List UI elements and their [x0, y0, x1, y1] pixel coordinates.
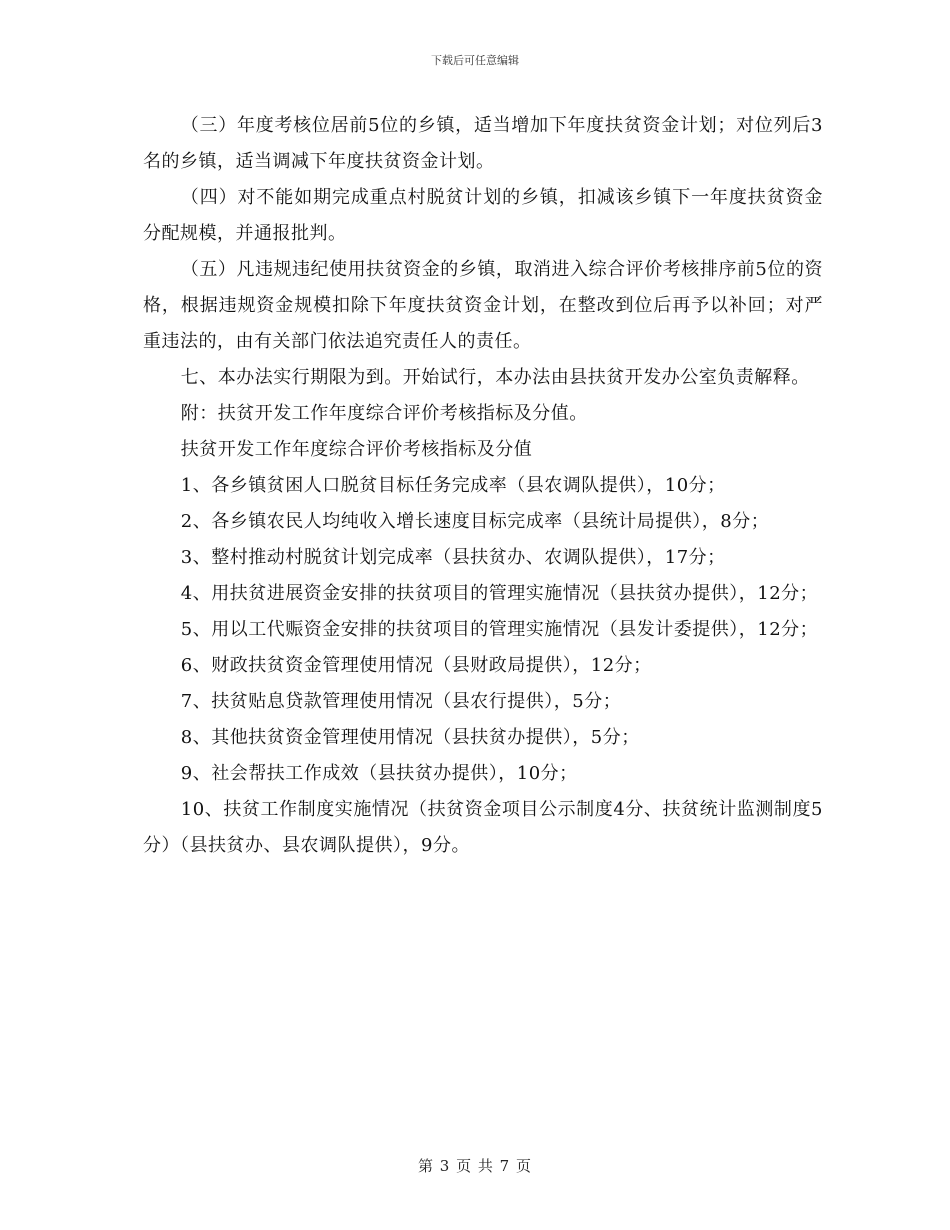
indicator-item-7: 7、扶贫贴息贷款管理使用情况（县农行提供），5分； — [180, 691, 622, 712]
indicator-item-10: 10、扶贫工作制度实施情况（扶贫资金项目公示制度4分、扶贫统计监测制度5分）（县扶贫办、县农调队提供），9分。 — [143, 799, 823, 856]
paragraph-3: （三）年度考核位居前5位的乡镇，适当增加下年度扶贫资金计划；对位列后3名的乡镇，适当调减下年度扶贫资金计划。 — [143, 115, 823, 172]
page-footer: 第 3 页 共 7 页 — [418, 1157, 532, 1175]
document-body — [143, 108, 823, 864]
appendix-title: 扶贫开发工作年度综合评价考核指标及分值 — [180, 439, 533, 460]
indicator-item-2: 2、各乡镇农民人均纯收入增长速度目标完成率（县统计局提供），8分； — [180, 511, 770, 532]
indicator-item-8: 8、其他扶贫资金管理使用情况（县扶贫办提供），5分； — [180, 727, 640, 748]
indicator-item-5: 5、用以工代赈资金安排的扶贫项目的管理实施情况（县发计委提供），12分； — [180, 619, 819, 640]
page-header: 下载后可任意编辑 — [431, 54, 519, 67]
indicator-item-6: 6、财政扶贫资金管理使用情况（县财政局提供），12分； — [180, 655, 652, 676]
indicator-item-9: 9、社会帮扶工作成效（县扶贫办提供），10分； — [180, 763, 578, 784]
paragraph-5: （五）凡违规违纪使用扶贫资金的乡镇，取消进入综合评价考核排序前5位的资格，根据违规资金规模扣除下年度扶贫资金计划，在整改到位后再予以补回；对严重违法的，由有关部门依法追究责任人的责任。 — [143, 259, 823, 352]
appendix-note: 附：扶贫开发工作年度综合评价考核指标及分值。 — [180, 403, 588, 424]
indicator-item-1: 1、各乡镇贫困人口脱贫目标任务完成率（县农调队提供），10分； — [180, 475, 726, 496]
indicator-item-3: 3、整村推动村脱贫计划完成率（县扶贫办、农调队提供），17分； — [180, 547, 726, 568]
indicator-item-4: 4、用扶贫进展资金安排的扶贫项目的管理实施情况（县扶贫办提供），12分； — [180, 583, 819, 604]
paragraph-4: （四）对不能如期完成重点村脱贫计划的乡镇，扣减该乡镇下一年度扶贫资金分配规模，并通报批判。 — [143, 187, 823, 244]
paragraph-7: 七、本办法实行期限为到。开始试行，本办法由县扶贫开发办公室负责解释。 — [180, 367, 810, 388]
